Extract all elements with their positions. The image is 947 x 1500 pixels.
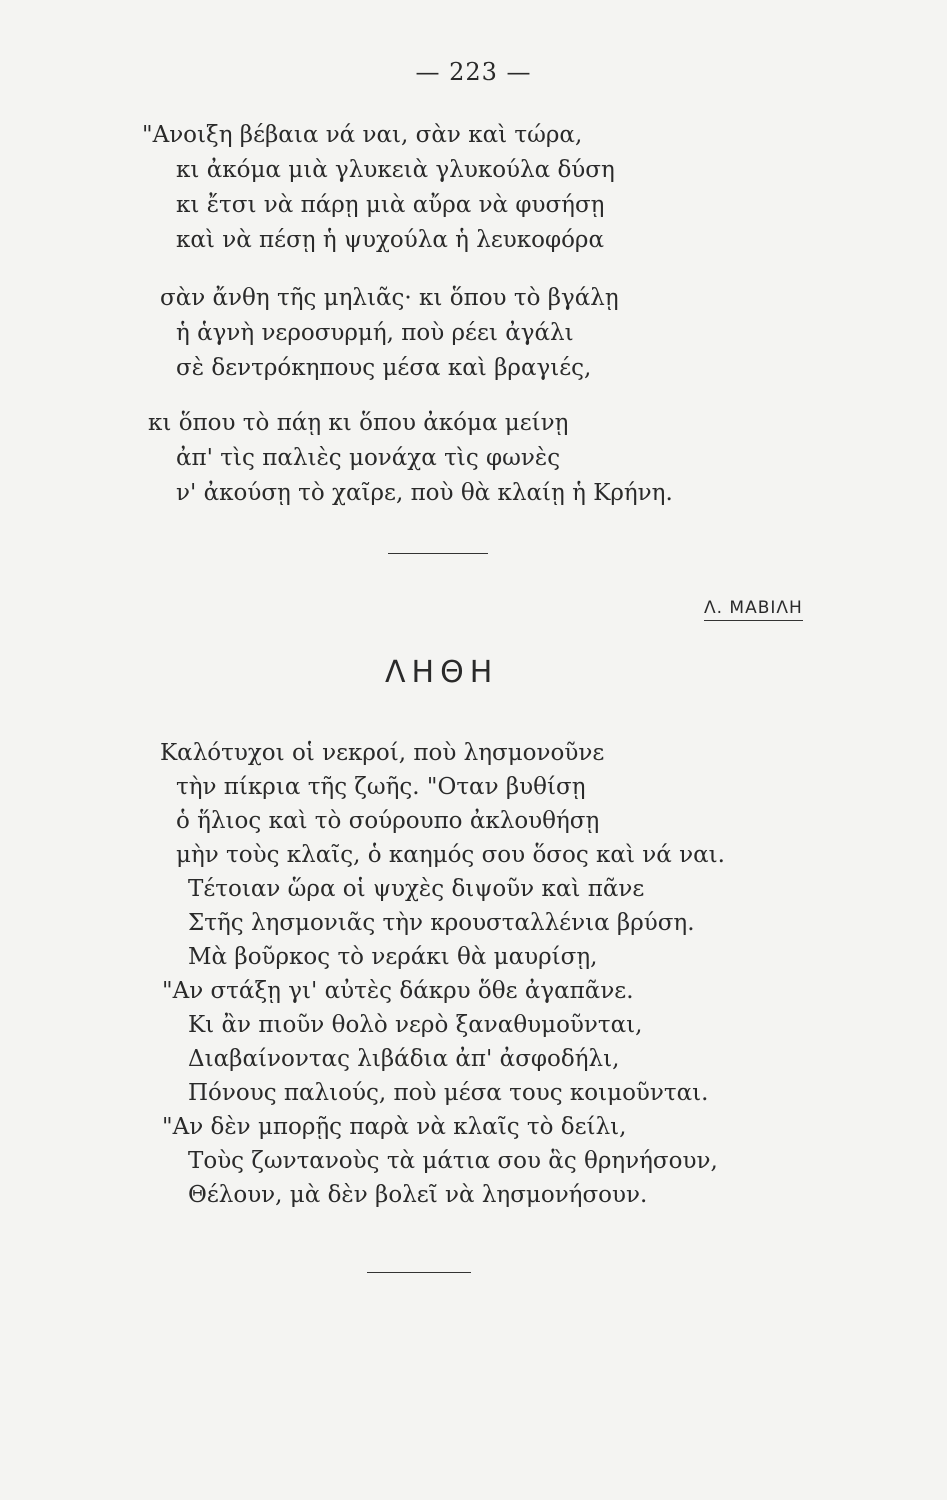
poem-line: "Αν δὲν μπορῇς παρὰ νὰ κλαῖς τὸ δείλι, xyxy=(162,1114,627,1140)
section-divider xyxy=(367,1272,471,1273)
poem-line: σὰν ἄνθη τῆς μηλιᾶς· κι ὅπου τὸ βγάλῃ xyxy=(160,285,619,311)
page-number: — 223 — xyxy=(415,58,532,86)
poem-line: "Αν στάξῃ γι' αὐτὲς δάκρυ ὅθε ἀγαπᾶνε. xyxy=(162,978,634,1004)
poem-line: τὴν πίκρια τῆς ζωῆς. "Οταν βυθίσῃ xyxy=(176,774,586,800)
author-name: Λ. ΜΑΒΙΛΗ xyxy=(704,598,803,621)
poem-line: μὴν τοὺς κλαῖς, ὁ καημός σου ὅσος καὶ νά ναι. xyxy=(176,842,725,868)
poem-line: ν' ἀκούσῃ τὸ χαῖρε, ποὺ θὰ κλαίῃ ἡ Κρήνη. xyxy=(176,480,673,506)
poem-line: ἀπ' τὶς παλιὲς μονάχα τὶς φωνὲς xyxy=(176,445,561,471)
poem-line: ὁ ἥλιος καὶ τὸ σούρουπο ἀκλουθήσῃ xyxy=(176,808,600,834)
poem-line: σὲ δεντρόκηπους μέσα καὶ βραγιές, xyxy=(176,355,592,381)
poem-line: κι ὅπου τὸ πάῃ κι ὅπου ἀκόμα μείνῃ xyxy=(148,410,569,436)
poem-line: "Ανοιξη βέβαια νά ναι, σὰν καὶ τώρα, xyxy=(142,122,583,148)
poem-line: Κι ἂν πιοῦν θολὸ νερὸ ξαναθυμοῦνται, xyxy=(188,1012,643,1038)
poem-line: Τέτοιαν ὥρα οἱ ψυχὲς διψοῦν καὶ πᾶνε xyxy=(188,876,645,902)
poem-line: καὶ νὰ πέσῃ ἡ ψυχούλα ἡ λευκοφόρα xyxy=(176,227,604,253)
poem-line: κι ἔτσι νὰ πάρῃ μιὰ αὔρα νὰ φυσήσῃ xyxy=(176,192,605,218)
poem-line: Στῆς λησμονιᾶς τὴν κρουσταλλένια βρύση. xyxy=(188,910,695,936)
poem-line: Θέλουν, μὰ δὲν βολεῖ νὰ λησμονήσουν. xyxy=(188,1182,648,1208)
poem-line: Διαβαίνοντας λιβάδια ἀπ' ἀσφοδήλι, xyxy=(188,1046,620,1072)
poem-title: ΛΗΘΗ xyxy=(385,655,499,690)
poem-line: κι ἀκόμα μιὰ γλυκειὰ γλυκούλα δύση xyxy=(176,157,615,183)
poem-line: Τοὺς ζωντανοὺς τὰ μάτια σου ἃς θρηνήσουν, xyxy=(188,1148,718,1174)
section-divider xyxy=(388,553,488,554)
poem-line: Πόνους παλιούς, ποὺ μέσα τους κοιμοῦνται. xyxy=(188,1080,709,1106)
poem-line: ἡ ἁγνὴ νεροσυρμή, ποὺ ρέει ἀγάλι xyxy=(176,320,574,346)
poem-line: Μὰ βοῦρκος τὸ νεράκι θὰ μαυρίσῃ, xyxy=(188,944,598,970)
poem-line: Καλότυχοι οἱ νεκροί, ποὺ λησμονοῦνε xyxy=(160,740,605,766)
